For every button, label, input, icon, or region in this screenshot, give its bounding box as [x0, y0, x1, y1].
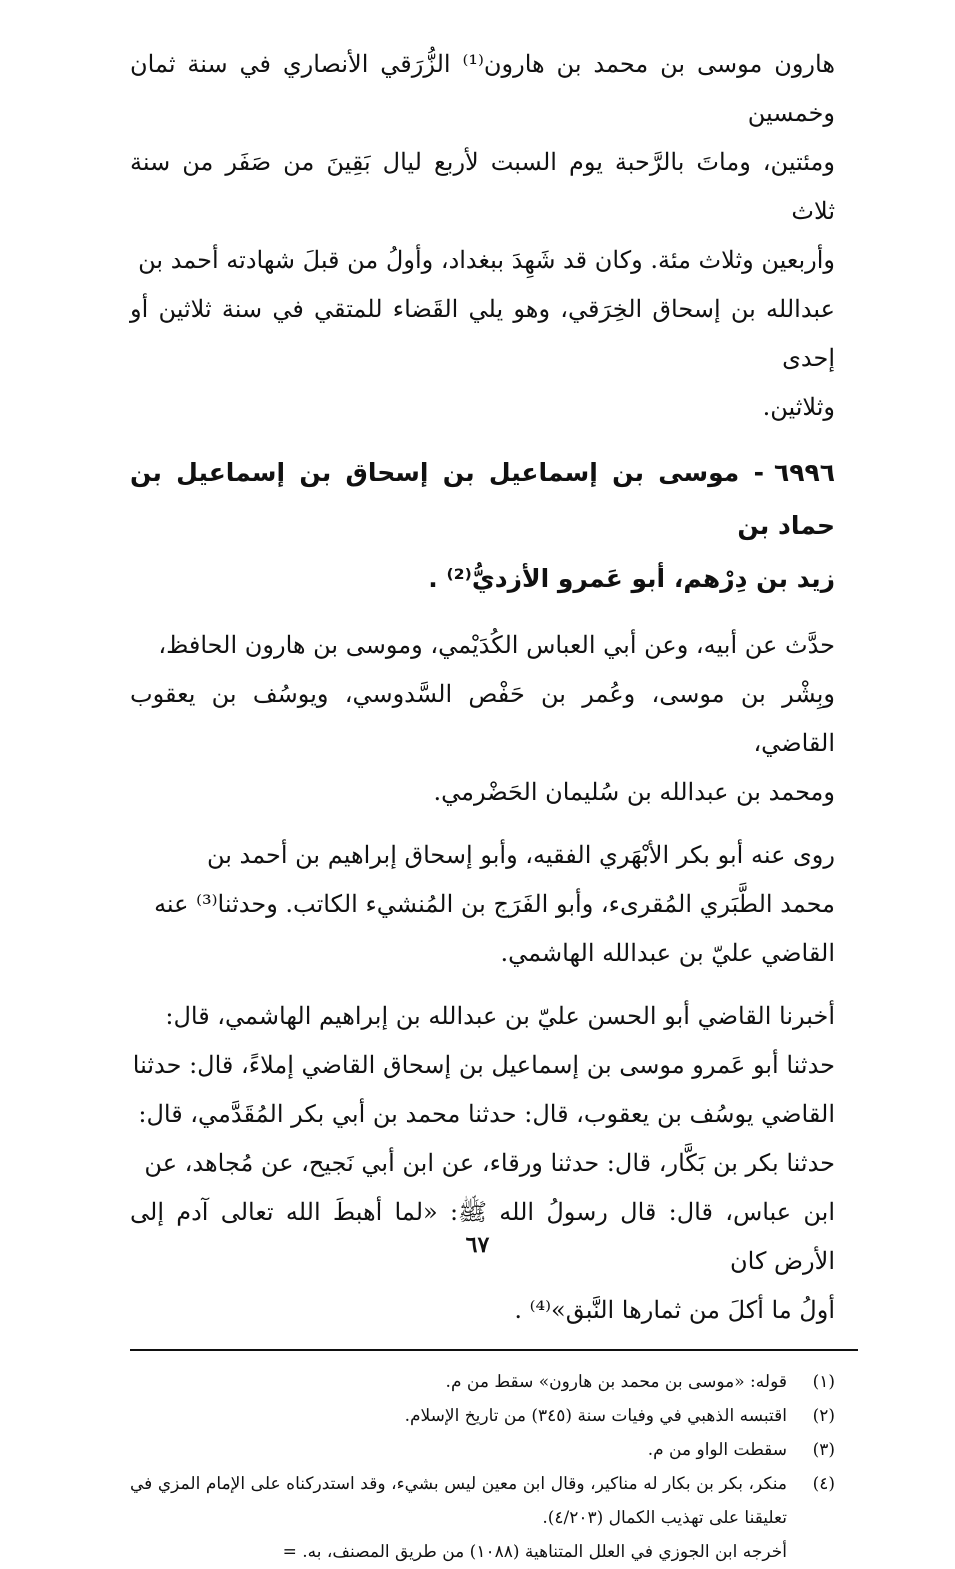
text-line: حدَّث عن أبيه، وعن أبي العباس الكُدَيْمي، وموسى بن هارون الحافظ، — [158, 631, 835, 659]
footnote-4 — [130, 1467, 835, 1535]
text-line: محمد الطَّبَري المُقرىء، وأبو الفَرَج بن المُنشيء الكاتب. وحدثنا⁽³⁾ عنه — [154, 890, 835, 918]
footnotes — [130, 1365, 835, 1569]
entry-name: - موسى بن إسماعيل بن إسحاق بن إسماعيل بن حماد بن — [130, 458, 835, 540]
text-line: أولُ ما أكلَ من ثمارها النَّبق»⁽⁴⁾ . — [514, 1296, 835, 1324]
paragraph-biography-end — [130, 40, 835, 432]
footnote-3 — [130, 1433, 835, 1467]
text-line: وثلاثين. — [762, 393, 835, 421]
footnote-number: (١) — [812, 1372, 835, 1392]
footnote-2 — [130, 1399, 835, 1433]
footnote-divider — [130, 1349, 858, 1351]
paragraph-narrated-by — [130, 831, 835, 978]
page-number: ٦٧ — [465, 1232, 490, 1258]
footnote-text: سقطت الواو من م. — [647, 1440, 787, 1460]
entry-heading-line-1 — [130, 446, 835, 552]
text-line: ابن عباس، قال: قال رسولُ الله ﷺ: «لما أهبطَ الله تعالى آدم إلى الأرض كان — [130, 1198, 835, 1275]
text-line: حدثنا بكر بن بَكَّار، قال: حدثنا ورقاء، عن ابن أبي نَجيح، عن مُجاهد، عن — [144, 1149, 835, 1177]
footnote-number: (٣) — [812, 1440, 835, 1460]
footnote-number: (٢) — [812, 1406, 835, 1426]
footnote-text: أخرجه ابن الجوزي في العلل المتناهية (١٠٨٨) من طريق المصنف، به. = — [282, 1542, 787, 1562]
text-line: وأربعين وثلاث مئة. وكان قد شَهِدَ ببغداد، وأولُ من قبلَ شهادته أحمد بن — [138, 246, 835, 274]
entry-number: ٦٩٩٦ — [773, 458, 835, 487]
text-line: القاضي يوسُف بن يعقوب، قال: حدثنا محمد بن أبي بكر المُقَدَّمي، قال: — [138, 1100, 835, 1128]
entry-heading-line-2: زيد بن دِرْهم، أبو عَمرو الأزديُّ⁽²⁾ . — [428, 564, 835, 593]
text-line: أخبرنا القاضي أبو الحسن عليّ بن عبدالله بن إبراهيم الهاشمي، قال: — [165, 1002, 835, 1030]
text-line: ومحمد بن عبدالله بن سُليمان الحَضْرمي. — [433, 778, 835, 806]
text-line: وبِشْر بن موسى، وعُمر بن حَفْص السَّدوسي، ويوسُف بن يعقوب القاضي، — [130, 680, 835, 757]
text-line: روى عنه أبو بكر الأبْهَري الفقيه، وأبو إسحاق إبراهيم بن أحمد بن — [206, 841, 835, 869]
paragraph-hadith — [130, 992, 835, 1335]
footnote-text: منكر، بكر بن بكار له مناكير، وقال ابن معين ليس بشيء، وقد استدركناه على الإمام المزي في تعليقنا على تهذيب الكمال (٤/٢٠٣). — [130, 1474, 787, 1528]
footnote-text: اقتبسه الذهبي في وفيات سنة (٣٤٥) من تاريخ الإسلام. — [404, 1406, 787, 1426]
text-line: حدثنا أبو عَمرو موسى بن إسماعيل بن إسحاق القاضي إملاءً، قال: حدثنا — [132, 1051, 835, 1079]
entry-heading — [130, 446, 835, 605]
text-line: هارون موسى بن محمد بن هارون⁽¹⁾ الزُّرَقي الأنصاري في سنة ثمان وخمسين — [130, 50, 835, 127]
footnote-text: قوله: «موسى بن محمد بن هارون» سقط من م. — [445, 1372, 787, 1392]
footnote-4-continuation — [130, 1535, 835, 1569]
text-line: عبدالله بن إسحاق الخِرَقي، وهو يلي القَضاء للمتقي في سنة ثلاثين أو إحدى — [130, 295, 835, 372]
text-line: ومئتين، وماتَ بالرَّحبة يوم السبت لأربع ليال بَقِينَ من صَفَر من سنة ثلاث — [130, 148, 835, 225]
footnote-number: (٤) — [812, 1474, 835, 1494]
text-line: القاضي عليّ بن عبدالله الهاشمي. — [500, 939, 835, 967]
footnote-1 — [130, 1365, 835, 1399]
paragraph-narrated-from — [130, 621, 835, 817]
